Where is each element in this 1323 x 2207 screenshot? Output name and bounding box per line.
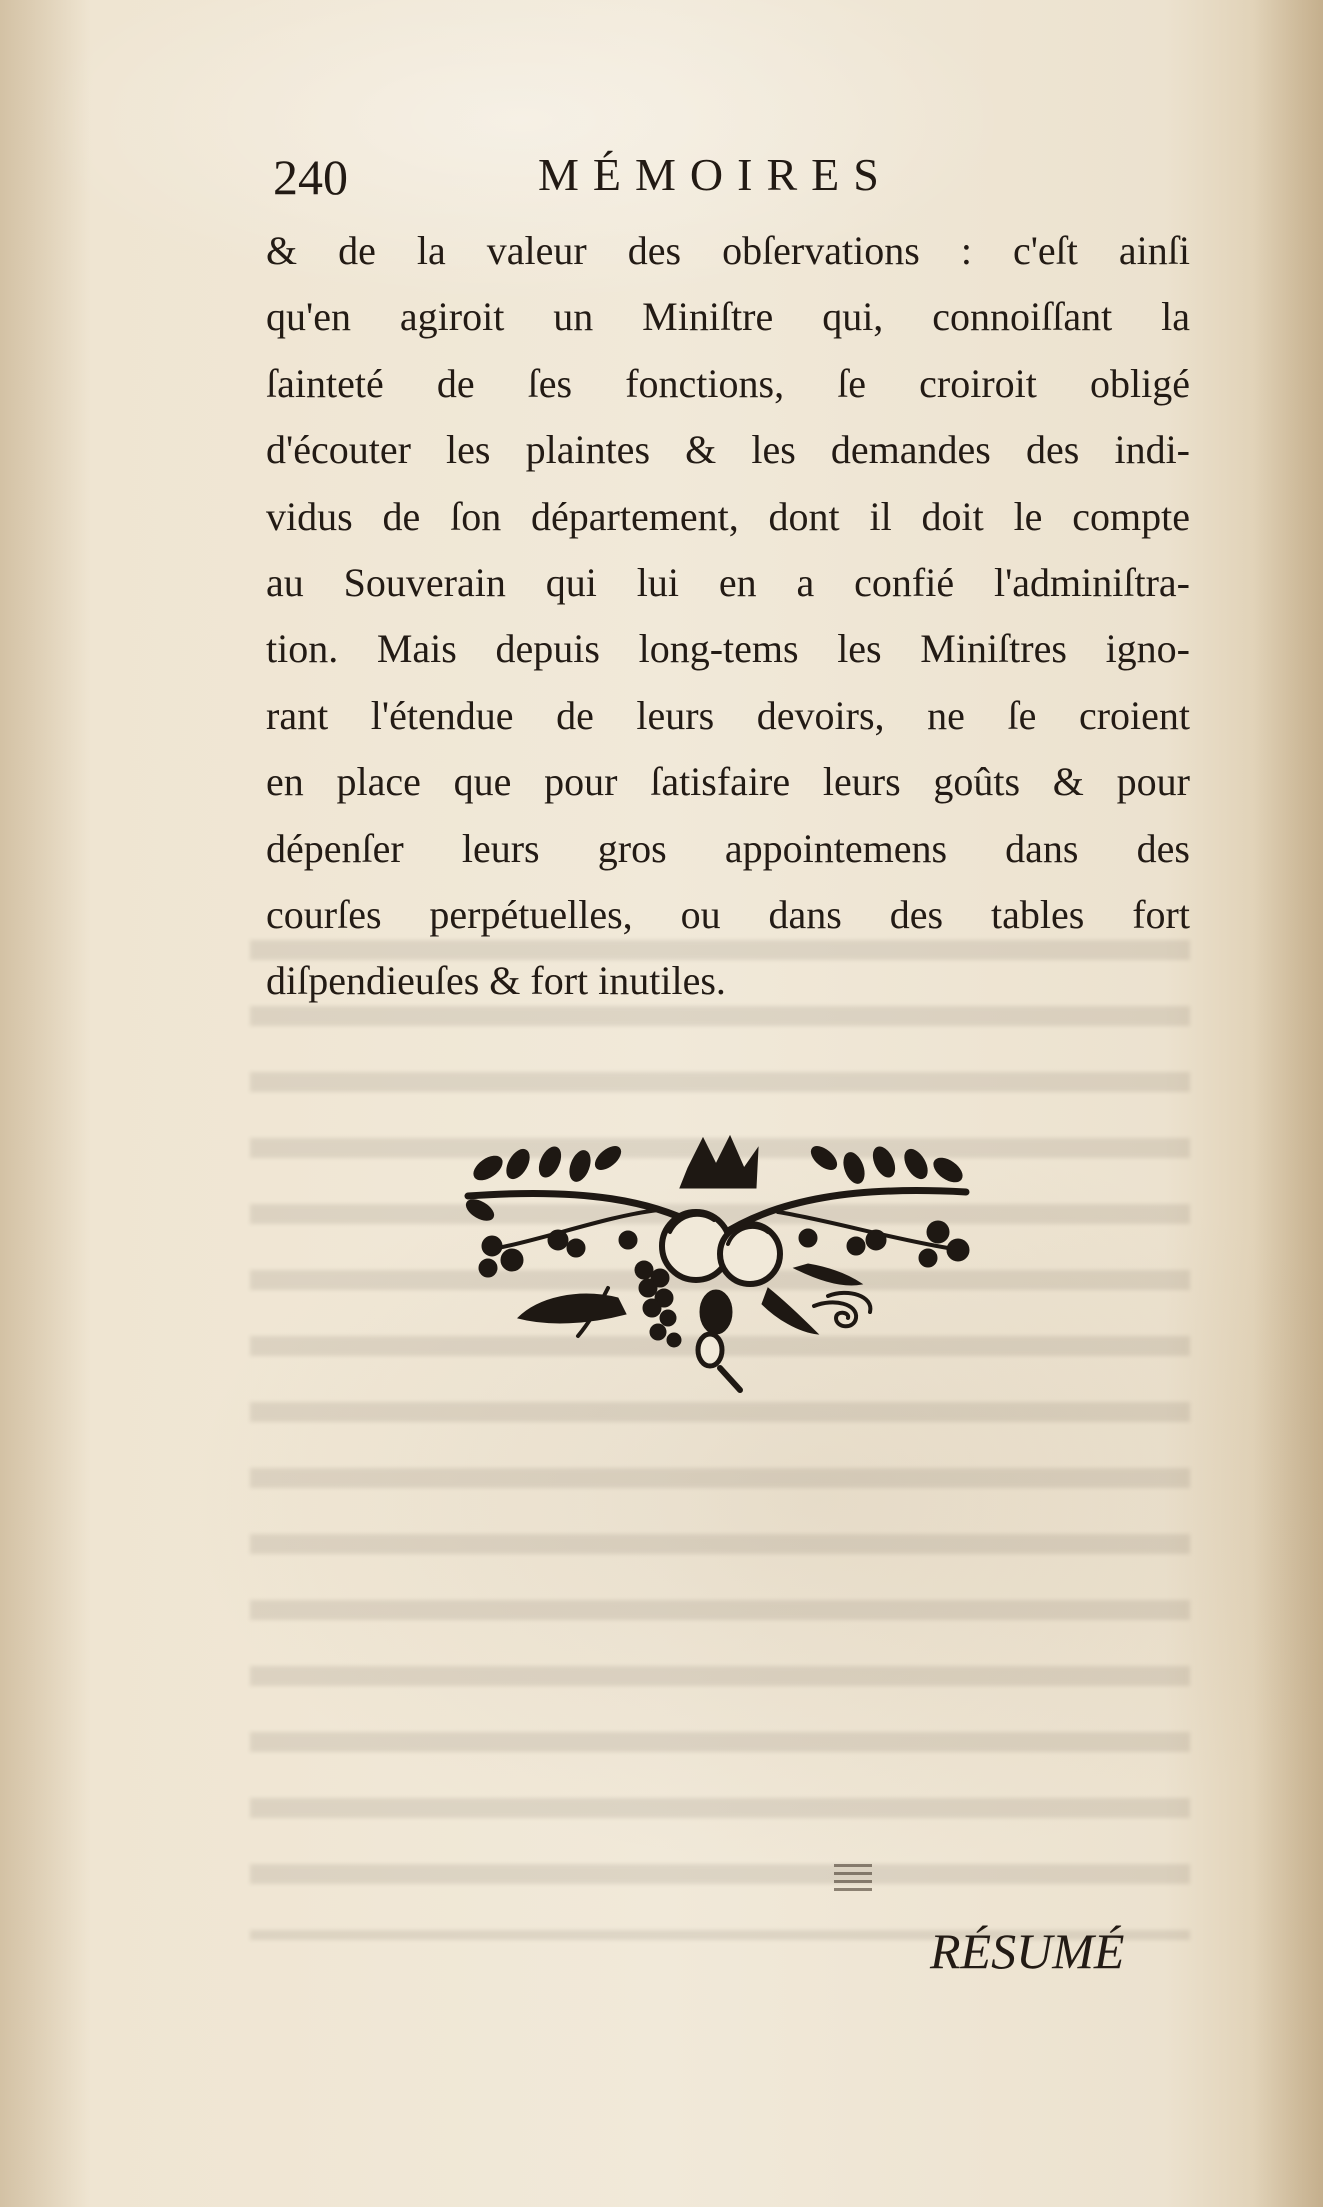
show-through-text <box>250 940 1190 1940</box>
text-line: en place que pour ſatisfaire leurs goûts & pour <box>266 759 1190 805</box>
text-line: dépenſer leurs gros appointemens dans des <box>266 825 1190 871</box>
text-line: rant l'étendue de leurs devoirs, ne ſe croient <box>266 692 1190 738</box>
text-line: au Souverain qui lui en a confié l'adminiſtra- <box>266 560 1190 606</box>
text-line: diſpendieuſes & fort inutiles. <box>266 958 726 1004</box>
body-paragraph <box>266 218 1190 1015</box>
text-line: courſes perpétuelles, ou dans des tables fort <box>266 892 1190 938</box>
floral-vignette-icon <box>458 1128 978 1408</box>
text-line: & de la valeur des obſervations : c'eſt ainſi <box>266 228 1190 273</box>
text-line: vidus de ſon département, dont il doit le compte <box>266 493 1190 539</box>
page-gutter-shadow <box>0 0 90 2207</box>
page-number: 240 <box>273 149 348 205</box>
text-line: qu'en agiroit un Miniſtre qui, connoiſſant la <box>266 294 1190 340</box>
signature-mark <box>834 1864 872 1894</box>
text-line: tion. Mais depuis long-tems les Miniſtres igno- <box>266 626 1190 672</box>
text-line: ſainteté de ſes fonctions, ſe croiroit obligé <box>266 360 1190 406</box>
catchword: RÉSUMÉ <box>930 1923 1125 1979</box>
page-edge-shadow <box>1253 0 1323 2207</box>
running-title: MÉMOIRES <box>538 149 893 200</box>
text-line: d'écouter les plaintes & les demandes des indi- <box>266 427 1190 473</box>
